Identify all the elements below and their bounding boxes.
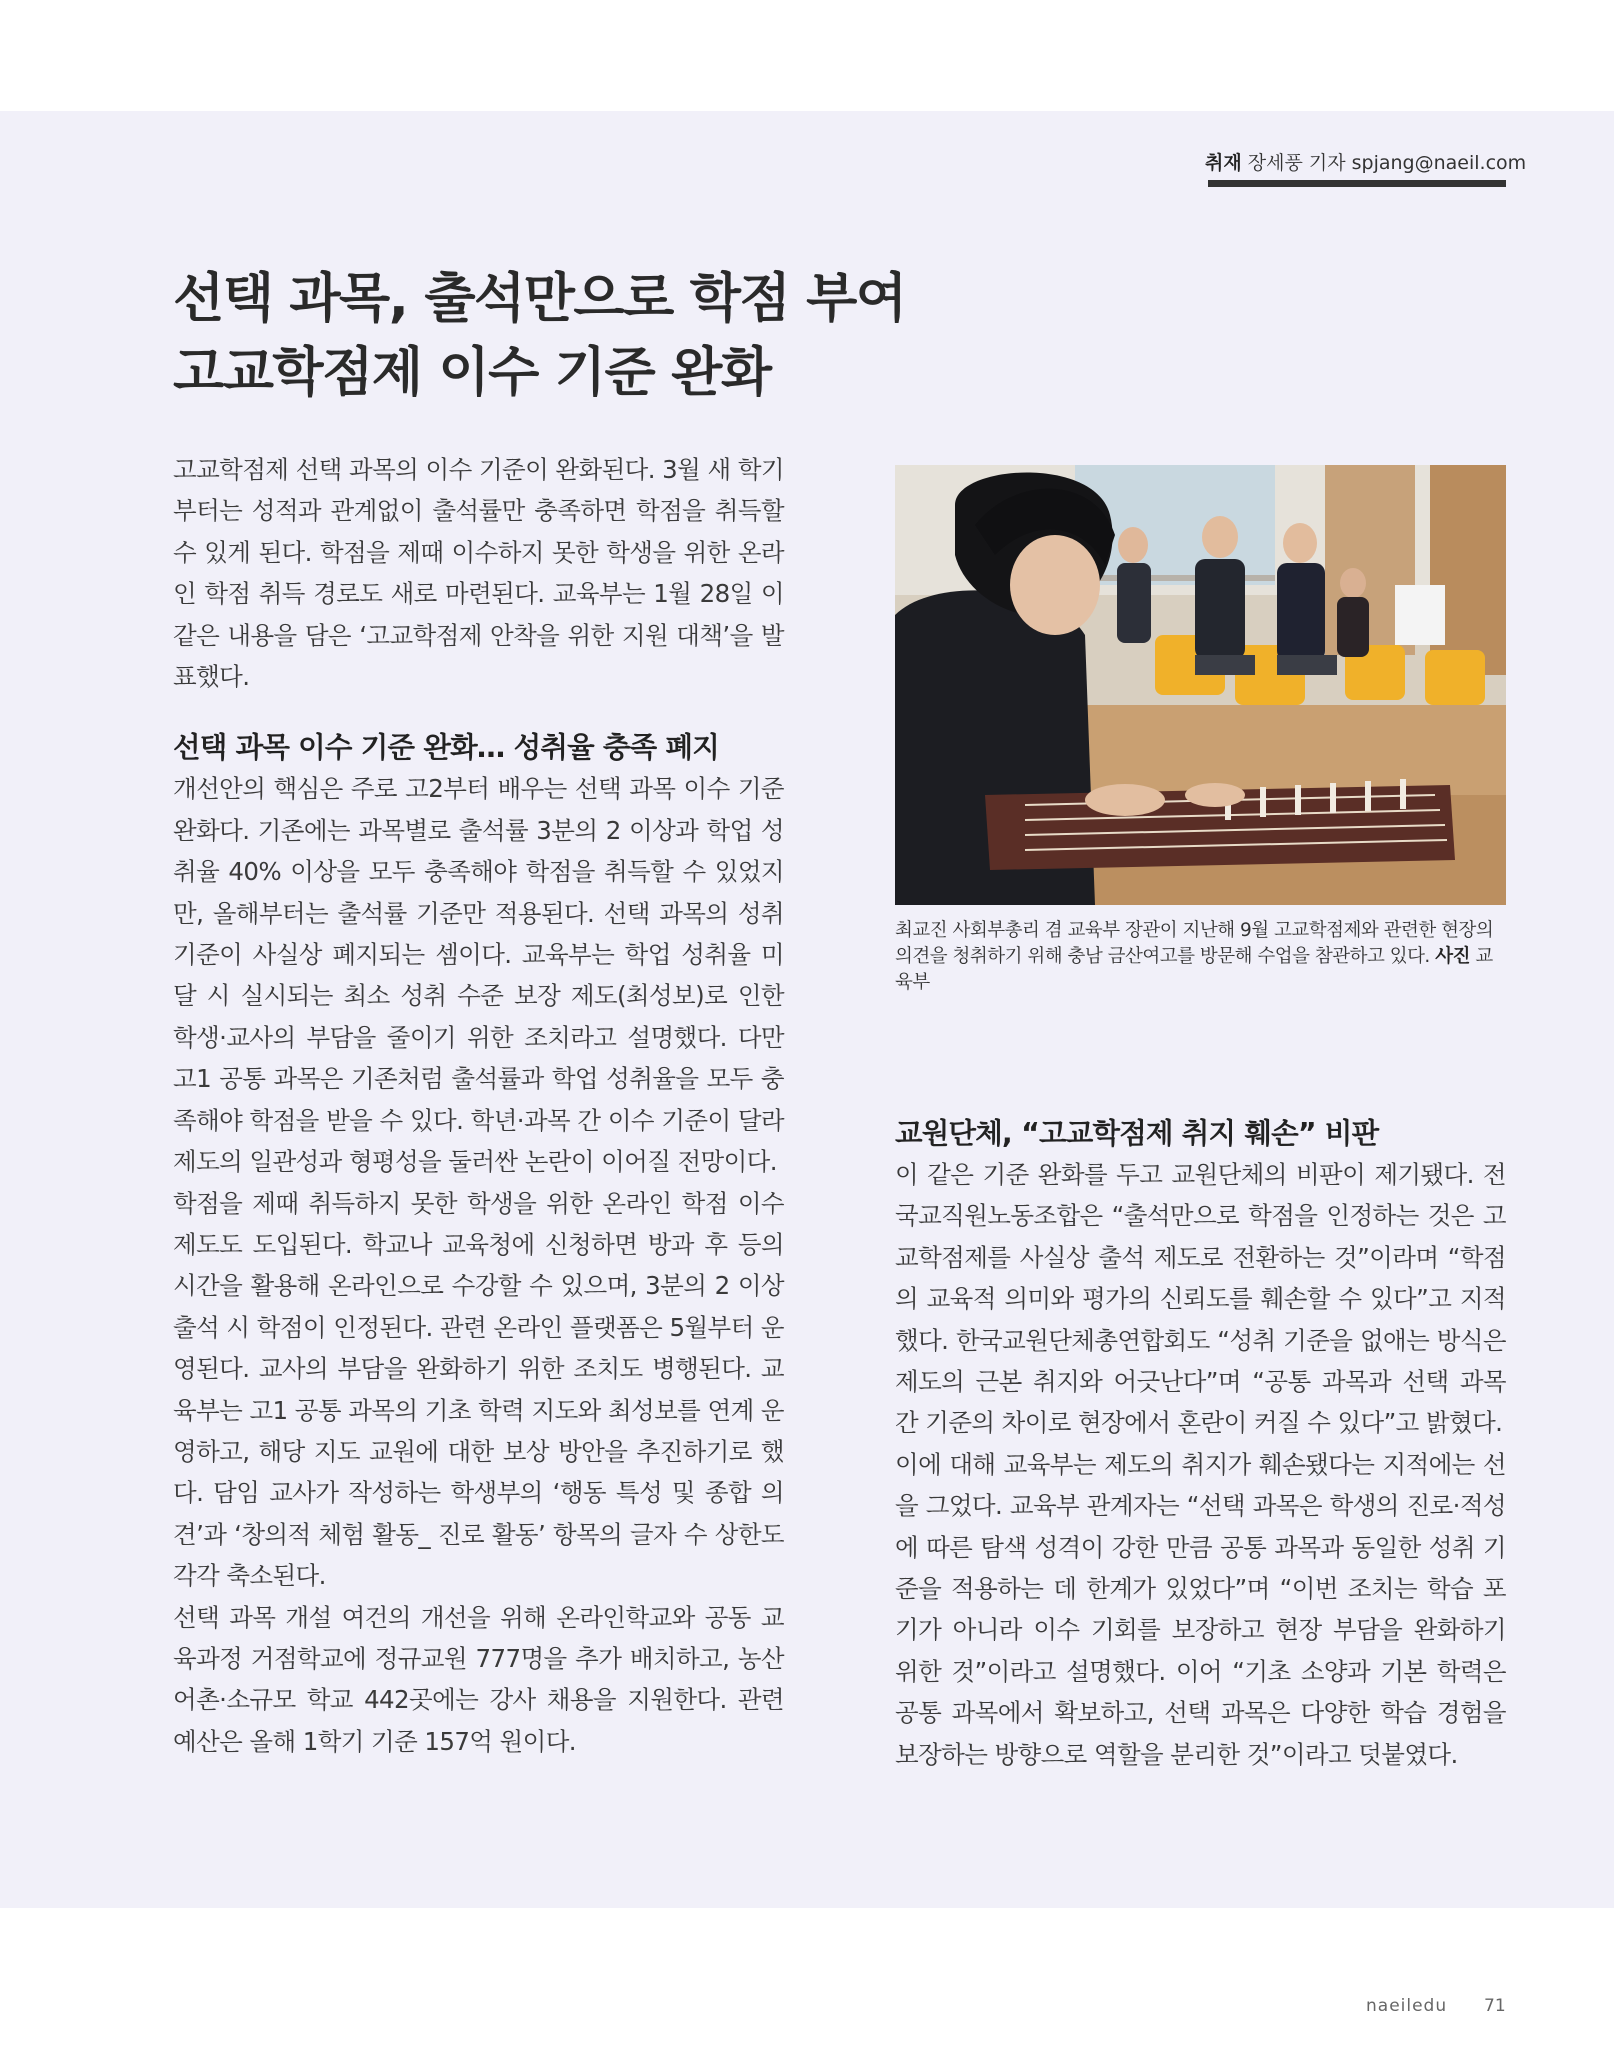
- page-number: 71: [1484, 1996, 1506, 2016]
- title-line-2: 고교학점제 이수 기준 완화: [173, 342, 771, 403]
- body-paragraph: 개선안의 핵심은 주로 고2부터 배우는 선택 과목 이수 기준 완화다. 기존에는 과목별로 출석률 3분의 2 이상과 학업 성취율 40% 이상을 모두 충족해야 학점을 취득할 수 있었지만, 올해부터는 출석률 기준만 적용된다. 선택 과목의 성취 기준이 사실상 폐지되는 셈이다. 교육부는 학업 성취율 미달 시 실시되는 최소 성취 수준 보장 제도(최성보)로 인한 학생·교사의 부담을 줄이기 위한 조치라고 설명했다. 다만 고1 공통 과목은 기존처럼 출석률과 학업 성취율을 모두 충족해야 학점을 받을 수 있다. 학년·과목 간 이수 기준이 달라 제도의 일관성과 형평성을 둘러싼 논란이 이어질 전망이다.: [173, 774, 784, 1177]
- caption-credit: 교육부: [895, 946, 1493, 993]
- byline: [1205, 148, 1527, 175]
- caption-credit-label: 사진: [1435, 946, 1470, 967]
- caption-text: 최교진 사회부총리 겸 교육부 장관이 지난해 9월 고교학점제와 관련한 현장의 의견을 청취하기 위해 충남 금산여고를 방문해 수업을 참관하고 있다.: [895, 920, 1494, 967]
- photo-caption: [895, 918, 1506, 996]
- body-paragraph: 학점을 제때 취득하지 못한 학생을 위한 온라인 학점 이수 제도도 도입된다. 학교나 교육청에 신청하면 방과 후 등의 시간을 활용해 온라인으로 수강할 수 있으며, 3분의 2 이상 출석 시 학점이 인정된다. 관련 온라인 플랫폼은 5월부터 운영된다. 교사의 부담을 완화하기 위한 조치도 병행된다. 교육부는 고1 공통 과목의 기초 학력 지도와 최성보를 연계 운영하고, 해당 지도 교원에 대한 보상 방안을 추진하기로 했다. 담임 교사가 작성하는 학생부의 ‘행동 특성 및 종합 의견’과 ‘창의적 체험 활동_ 진로 활동’ 항목의 글자 수 상한도 각각 축소된다.: [173, 1188, 784, 1591]
- right-column: [895, 1113, 1506, 1775]
- body-paragraph: 이에 대해 교육부는 제도의 취지가 훼손됐다는 지적에는 선을 그었다. 교육부 관계자는 “선택 과목은 학생의 진로·적성에 따른 탐색 성격이 강한 만큼 공통 과목과 동일한 성취 기준을 적용하는 데 한계가 있었다”며 “이번 조치는 학습 포기가 아니라 이수 기회를 보장하고 현장 부담을 완화하기 위한 것”이라고 설명했다. 이어 “기초 소양과 기본 학력은 공통 과목에서 확보하고, 선택 과목은 다양한 학습 경험을 보장하는 방향으로 역할을 분리한 것”이라고 덧붙였다.: [895, 1449, 1506, 1769]
- lead-paragraph: 고교학점제 선택 과목의 이수 기준이 완화된다. 3월 새 학기부터는 성적과 관계없이 출석률만 충족하면 학점을 취득할 수 있게 된다. 학점을 제때 이수하지 못한 학생을 위한 온라인 학점 취득 경로도 새로 마련된다. 교육부는 1월 28일 이 같은 내용을 담은 ‘고교학점제 안착을 위한 지원 대책’을 발표했다.: [173, 455, 784, 692]
- left-subhead: 선택 과목 이수 기준 완화… 성취율 충족 폐지: [173, 731, 719, 765]
- byline-text: 장세풍 기자 spjang@naeil.com: [1247, 152, 1527, 174]
- byline-label: 취재: [1205, 152, 1242, 174]
- right-subhead: 교원단체, “고교학점제 취지 훼손” 비판: [895, 1117, 1379, 1150]
- article-photo: [895, 465, 1506, 905]
- classroom-photo-illustration: [895, 465, 1506, 905]
- article-title: [173, 262, 1073, 410]
- title-line-1: 선택 과목, 출석만으로 학점 부여: [173, 268, 906, 329]
- byline-divider: [1208, 180, 1506, 187]
- footer-brand: naeiledu: [1366, 1996, 1448, 2016]
- left-column: [173, 449, 784, 1762]
- body-paragraph: 선택 과목 개설 여건의 개선을 위해 온라인학교와 공동 교육과정 거점학교에 정규교원 777명을 추가 배치하고, 농산어촌·소규모 학교 442곳에는 강사 채용을 지원한다. 관련 예산은 올해 1학기 기준 157억 원이다.: [173, 1602, 784, 1756]
- body-paragraph: 이 같은 기준 완화를 두고 교원단체의 비판이 제기됐다. 전국교직원노동조합은 “출석만으로 학점을 인정하는 것은 고교학점제를 사실상 출석 제도로 전환하는 것”이라며 “학점의 교육적 의미와 평가의 신뢰도를 훼손할 수 있다”고 지적했다. 한국교원단체총연합회도 “성취 기준을 없애는 방식은 제도의 근본 취지와 어긋난다”며 “공통 과목과 선택 과목 간 기준의 차이로 현장에서 혼란이 커질 수 있다”고 밝혔다.: [895, 1160, 1506, 1438]
